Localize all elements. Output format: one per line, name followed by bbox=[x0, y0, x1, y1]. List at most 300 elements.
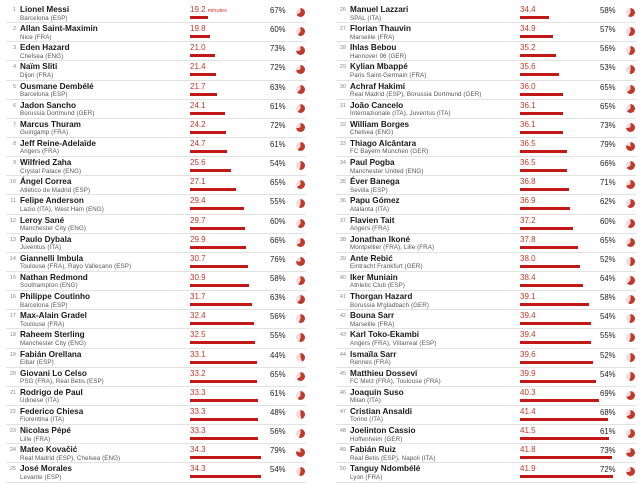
percentage-value: 71% bbox=[600, 178, 616, 188]
table-row bbox=[336, 138, 636, 157]
percentage-pie-icon bbox=[296, 448, 305, 457]
table-row bbox=[6, 215, 306, 234]
rank-number: 11 bbox=[10, 198, 16, 205]
player-club: Manchester United (ENG) bbox=[350, 167, 424, 175]
metric-value-text: 35.2 bbox=[520, 43, 536, 53]
player-club: Atlético de Madrid (ESP) bbox=[20, 186, 91, 194]
metric-value bbox=[190, 139, 206, 148]
metric-value-text: 33.1 bbox=[190, 349, 206, 359]
metric-bar bbox=[520, 16, 549, 19]
metric-value-text: 37.2 bbox=[520, 215, 536, 225]
metric-value-text: 24.2 bbox=[190, 119, 206, 129]
metric-value-text: 25.6 bbox=[190, 158, 206, 168]
player-club: Toulouse (FRA), Rayo Vallecano (ESP) bbox=[20, 263, 132, 271]
rank-number: 43 bbox=[339, 332, 346, 339]
percentage-value: 63% bbox=[270, 293, 286, 303]
metric-bar bbox=[190, 93, 217, 96]
rank-number: 32 bbox=[339, 121, 346, 128]
rank-number: 28 bbox=[339, 45, 346, 52]
percentage-value: 54% bbox=[600, 369, 616, 379]
table-row bbox=[6, 119, 306, 138]
percentage-value: 53% bbox=[600, 63, 616, 73]
metric-value-text: 30.9 bbox=[190, 272, 206, 282]
player-club: Angers (FRA) bbox=[20, 148, 60, 156]
metric-unit: minutes bbox=[207, 8, 227, 14]
percentage-value: 52% bbox=[600, 254, 616, 264]
percentage-pie-icon bbox=[296, 85, 305, 94]
table-row bbox=[6, 157, 306, 176]
metric-bar bbox=[190, 73, 216, 76]
metric-value-text: 21.4 bbox=[190, 62, 206, 72]
table-row bbox=[336, 4, 636, 23]
percentage-pie-icon bbox=[626, 295, 635, 304]
player-club: Barcelona (ESP) bbox=[20, 301, 68, 309]
player-name: Ángel Correa bbox=[20, 177, 72, 187]
metric-value bbox=[520, 407, 536, 416]
metric-bar bbox=[520, 380, 596, 383]
table-row bbox=[6, 81, 306, 100]
percentage-value: 67% bbox=[270, 6, 286, 15]
percentage-pie-icon bbox=[626, 65, 635, 74]
rank-number: 5 bbox=[12, 83, 16, 90]
metric-bar bbox=[190, 16, 208, 19]
percentage-pie-icon bbox=[296, 333, 305, 342]
player-club: Southampton (ENG) bbox=[20, 282, 78, 290]
rank-number: 50 bbox=[339, 466, 346, 473]
percentage-pie-icon bbox=[626, 372, 635, 381]
metric-value-text: 29.9 bbox=[190, 234, 206, 244]
table-row bbox=[336, 100, 636, 119]
metric-bar bbox=[520, 399, 599, 402]
player-name: Flavien Tait bbox=[350, 215, 395, 225]
player-name: Joaquín Suso bbox=[350, 387, 404, 397]
metric-value-text: 24.7 bbox=[190, 138, 206, 148]
metric-value-text: 34.9 bbox=[520, 24, 536, 34]
percentage-value: 55% bbox=[270, 331, 286, 341]
metric-value bbox=[190, 292, 206, 301]
table-row bbox=[6, 329, 306, 348]
metric-value bbox=[520, 196, 536, 205]
player-club: Borussia Dortmund (GER) bbox=[20, 110, 95, 118]
player-name: Jonathan Ikoné bbox=[350, 234, 411, 244]
ranking-column-left bbox=[6, 4, 306, 483]
percentage-pie-icon bbox=[626, 314, 635, 323]
player-club: Fiorentina (ITA) bbox=[20, 416, 65, 424]
percentage-pie-icon bbox=[626, 85, 635, 94]
player-club: Rennes (FRA) bbox=[350, 359, 391, 367]
metric-bar bbox=[520, 227, 573, 230]
metric-value-text: 32.5 bbox=[190, 330, 206, 340]
rank-number: 10 bbox=[9, 179, 16, 186]
rank-number: 12 bbox=[9, 217, 16, 224]
percentage-value: 58% bbox=[270, 273, 286, 283]
table-row bbox=[336, 291, 636, 310]
percentage-value: 54% bbox=[270, 159, 286, 169]
player-name: Jeff Reine-Adelaïde bbox=[20, 138, 96, 148]
player-name: Raheem Sterling bbox=[20, 330, 85, 340]
player-name: Kylian Mbappé bbox=[350, 62, 408, 72]
rank-number: 41 bbox=[339, 294, 346, 301]
rank-number: 35 bbox=[339, 179, 346, 186]
percentage-pie-icon bbox=[296, 46, 305, 55]
player-name: João Cancelo bbox=[350, 100, 404, 110]
metric-value bbox=[190, 330, 206, 339]
metric-bar bbox=[520, 475, 613, 478]
rank-number: 13 bbox=[9, 236, 16, 243]
metric-bar bbox=[520, 456, 612, 459]
percentage-value: 52% bbox=[600, 350, 616, 360]
ranking-column-right bbox=[336, 4, 636, 483]
metric-value bbox=[190, 101, 206, 110]
metric-value bbox=[520, 369, 536, 378]
percentage-value: 76% bbox=[270, 254, 286, 264]
metric-value-text: 21.0 bbox=[190, 43, 206, 53]
percentage-pie-icon bbox=[626, 27, 635, 36]
metric-value bbox=[190, 24, 206, 33]
metric-value bbox=[520, 5, 536, 14]
player-club: Chelsea (ENG) bbox=[20, 52, 64, 60]
metric-bar bbox=[190, 341, 255, 344]
percentage-value: 55% bbox=[600, 331, 616, 341]
percentage-value: 72% bbox=[270, 63, 286, 73]
rank-number: 22 bbox=[9, 408, 16, 415]
player-name: Giovani Lo Celso bbox=[20, 368, 87, 378]
metric-value-text: 24.1 bbox=[190, 100, 206, 110]
metric-value-text: 34.3 bbox=[190, 464, 206, 474]
player-club: Real Madrid (ESP), Borussia Dortmund (GER) bbox=[350, 91, 482, 99]
metric-bar bbox=[190, 227, 245, 230]
player-name: Thiago Alcântara bbox=[350, 138, 417, 148]
table-row bbox=[6, 234, 306, 253]
metric-value bbox=[520, 330, 536, 339]
rank-number: 7 bbox=[12, 121, 16, 128]
rank-number: 36 bbox=[339, 198, 346, 205]
metric-value bbox=[520, 43, 536, 52]
player-name: Papu Gómez bbox=[350, 196, 400, 206]
player-name: Naïm Sliti bbox=[20, 62, 58, 72]
table-row bbox=[6, 368, 306, 387]
table-row bbox=[6, 195, 306, 214]
player-name: Karl Toko-Ekambi bbox=[350, 330, 420, 340]
metric-bar bbox=[520, 73, 559, 76]
metric-bar bbox=[520, 188, 569, 191]
percentage-pie-icon bbox=[296, 65, 305, 74]
metric-bar bbox=[520, 169, 567, 172]
table-row bbox=[6, 42, 306, 61]
metric-bar bbox=[190, 361, 257, 364]
table-row bbox=[336, 234, 636, 253]
percentage-value: 72% bbox=[600, 465, 616, 475]
metric-bar bbox=[520, 131, 563, 134]
percentage-value: 65% bbox=[270, 178, 286, 188]
percentage-value: 73% bbox=[270, 44, 286, 54]
percentage-pie-icon bbox=[626, 353, 635, 362]
metric-bar bbox=[520, 265, 580, 268]
table-row bbox=[6, 291, 306, 310]
metric-bar bbox=[190, 131, 226, 134]
percentage-value: 58% bbox=[600, 293, 616, 303]
player-club: Montpellier (FRA), Lille (FRA) bbox=[350, 244, 435, 252]
table-row bbox=[336, 329, 636, 348]
player-name: Giannelli Imbula bbox=[20, 253, 84, 263]
table-row bbox=[6, 406, 306, 425]
table-row bbox=[6, 61, 306, 80]
player-name: Eden Hazard bbox=[20, 43, 70, 53]
metric-value bbox=[190, 407, 206, 416]
metric-bar bbox=[520, 54, 556, 57]
metric-value-text: 36.1 bbox=[520, 119, 536, 129]
player-name: Thorgan Hazard bbox=[350, 292, 413, 302]
percentage-value: 54% bbox=[600, 312, 616, 322]
player-name: Philippe Coutinho bbox=[20, 292, 91, 302]
table-row bbox=[6, 444, 306, 463]
player-name: Fabián Orellana bbox=[20, 349, 82, 359]
metric-value-text: 38.4 bbox=[520, 272, 536, 282]
percentage-pie-icon bbox=[626, 410, 635, 419]
percentage-pie-icon bbox=[296, 314, 305, 323]
rank-number: 47 bbox=[339, 408, 346, 415]
percentage-pie-icon bbox=[296, 429, 305, 438]
percentage-value: 61% bbox=[270, 101, 286, 111]
rank-number: 23 bbox=[9, 428, 16, 435]
metric-value-text: 35.6 bbox=[520, 62, 536, 72]
player-name: Ismaïla Sarr bbox=[350, 349, 397, 359]
player-name: Tanguy Ndombélé bbox=[350, 464, 421, 474]
metric-value bbox=[190, 273, 206, 282]
metric-value-text: 36.0 bbox=[520, 81, 536, 91]
percentage-pie-icon bbox=[626, 46, 635, 55]
player-name: Felipe Anderson bbox=[20, 196, 84, 206]
metric-value bbox=[520, 273, 536, 282]
metric-value bbox=[190, 464, 206, 473]
player-club: Lazio (ITA), West Ham (ENG) bbox=[20, 205, 104, 213]
player-club: Atalanta (ITA) bbox=[350, 205, 390, 213]
metric-value-text: 34.4 bbox=[520, 5, 536, 14]
rank-number: 24 bbox=[9, 447, 16, 454]
metric-value-text: 38.0 bbox=[520, 253, 536, 263]
rank-number: 6 bbox=[12, 102, 16, 109]
table-row bbox=[6, 253, 306, 272]
table-row bbox=[6, 100, 306, 119]
metric-bar bbox=[190, 456, 261, 459]
table-row bbox=[336, 81, 636, 100]
metric-value-text: 29.4 bbox=[190, 196, 206, 206]
percentage-value: 60% bbox=[270, 216, 286, 226]
player-club: Lyon (FRA) bbox=[350, 473, 383, 481]
metric-value-text: 39.4 bbox=[520, 311, 536, 321]
metric-value bbox=[520, 464, 536, 473]
table-row bbox=[336, 406, 636, 425]
percentage-pie-icon bbox=[296, 8, 305, 17]
percentage-pie-icon bbox=[296, 199, 305, 208]
player-club: Eintracht Frankfurt (GER) bbox=[350, 263, 423, 271]
metric-value-text: 36.1 bbox=[520, 100, 536, 110]
player-club: Angers (FRA) bbox=[350, 225, 390, 233]
rank-number: 15 bbox=[9, 274, 16, 281]
table-row bbox=[6, 138, 306, 157]
percentage-pie-icon bbox=[626, 429, 635, 438]
metric-value bbox=[190, 158, 206, 167]
player-name: Rodrigo de Paul bbox=[20, 387, 83, 397]
metric-bar bbox=[190, 246, 246, 249]
metric-value-text: 27.1 bbox=[190, 177, 206, 187]
metric-bar bbox=[520, 361, 593, 364]
table-row bbox=[6, 425, 306, 444]
percentage-pie-icon bbox=[296, 142, 305, 151]
table-row bbox=[6, 387, 306, 406]
rank-number: 37 bbox=[339, 217, 346, 224]
table-row bbox=[336, 176, 636, 195]
player-club: Angers (FRA), Villarreal (ESP) bbox=[350, 339, 437, 347]
percentage-value: 73% bbox=[600, 120, 616, 130]
percentage-pie-icon bbox=[296, 276, 305, 285]
metric-value-text: 39.4 bbox=[520, 330, 536, 340]
table-row bbox=[336, 253, 636, 272]
metric-bar bbox=[520, 303, 589, 306]
metric-bar bbox=[190, 265, 248, 268]
rank-number: 40 bbox=[339, 274, 346, 281]
metric-bar bbox=[520, 322, 591, 325]
player-club: FC Bayern München (GER) bbox=[350, 148, 429, 156]
player-name: Ante Rebić bbox=[350, 253, 393, 263]
rank-number: 16 bbox=[9, 294, 16, 301]
metric-bar bbox=[520, 341, 591, 344]
percentage-pie-icon bbox=[296, 295, 305, 304]
player-club: FC Metz (FRA), Toulouse (FRA) bbox=[350, 378, 441, 386]
metric-value bbox=[520, 82, 536, 91]
metric-value bbox=[190, 43, 206, 52]
metric-bar bbox=[190, 380, 257, 383]
metric-value bbox=[520, 139, 536, 148]
percentage-pie-icon bbox=[296, 257, 305, 266]
table-row bbox=[336, 42, 636, 61]
metric-bar bbox=[190, 475, 261, 478]
rank-number: 8 bbox=[12, 140, 16, 147]
rank-number: 34 bbox=[339, 160, 346, 167]
metric-value bbox=[190, 388, 206, 397]
metric-bar bbox=[190, 54, 215, 57]
percentage-value: 79% bbox=[270, 446, 286, 456]
percentage-pie-icon bbox=[626, 257, 635, 266]
metric-bar bbox=[520, 437, 609, 440]
rank-number: 1 bbox=[12, 7, 16, 13]
metric-value bbox=[520, 158, 536, 167]
metric-bar bbox=[190, 112, 225, 115]
player-club: Hannover 96 (GER) bbox=[350, 52, 407, 60]
metric-bar bbox=[190, 284, 249, 287]
metric-value-text: 41.4 bbox=[520, 406, 536, 416]
metric-bar bbox=[520, 35, 553, 38]
metric-value-text: 19.8 bbox=[190, 24, 206, 34]
metric-bar bbox=[190, 303, 252, 306]
metric-value-text: 21.7 bbox=[190, 81, 206, 91]
percentage-pie-icon bbox=[296, 27, 305, 36]
rank-number: 17 bbox=[9, 313, 16, 320]
player-club: Chelsea (ENG) bbox=[350, 129, 394, 137]
percentage-pie-icon bbox=[626, 276, 635, 285]
percentage-value: 65% bbox=[600, 82, 616, 92]
player-name: Bouna Sarr bbox=[350, 311, 395, 321]
player-name: William Borges bbox=[350, 119, 410, 129]
percentage-pie-icon bbox=[296, 161, 305, 170]
player-name: Marcus Thuram bbox=[20, 119, 81, 129]
table-row bbox=[6, 272, 306, 291]
metric-value-text: 30.7 bbox=[190, 253, 206, 263]
player-club: Juventus (ITA) bbox=[20, 244, 62, 252]
player-club: Lille (FRA) bbox=[20, 435, 51, 443]
rank-number: 38 bbox=[339, 236, 346, 243]
player-name: Iker Muniain bbox=[350, 272, 398, 282]
metric-bar bbox=[190, 322, 254, 325]
player-club: Udinese (ITA) bbox=[20, 397, 60, 405]
percentage-value: 60% bbox=[270, 25, 286, 35]
metric-value bbox=[520, 216, 536, 225]
rank-number: 27 bbox=[339, 26, 346, 33]
percentage-value: 55% bbox=[270, 197, 286, 207]
percentage-value: 79% bbox=[600, 139, 616, 149]
percentage-pie-icon bbox=[296, 219, 305, 228]
percentage-pie-icon bbox=[626, 161, 635, 170]
player-name: Leroy Sané bbox=[20, 215, 65, 225]
rank-number: 42 bbox=[339, 313, 346, 320]
metric-value-text: 36.8 bbox=[520, 177, 536, 187]
table-row bbox=[336, 119, 636, 138]
player-club: Manchester City (ENG) bbox=[20, 339, 87, 347]
rank-number: 49 bbox=[339, 447, 346, 454]
metric-value bbox=[520, 292, 536, 301]
player-name: Florian Thauvin bbox=[350, 24, 411, 34]
player-club: Paris Saint-Germain (FRA) bbox=[350, 71, 427, 79]
rank-number: 19 bbox=[9, 351, 16, 358]
percentage-value: 63% bbox=[270, 82, 286, 92]
percentage-value: 56% bbox=[270, 312, 286, 322]
metric-value bbox=[190, 311, 206, 320]
table-row bbox=[336, 272, 636, 291]
percentage-value: 73% bbox=[600, 446, 616, 456]
percentage-pie-icon bbox=[626, 8, 635, 17]
table-row bbox=[336, 195, 636, 214]
table-row bbox=[6, 310, 306, 329]
percentage-value: 69% bbox=[600, 388, 616, 398]
percentage-pie-icon bbox=[626, 142, 635, 151]
player-club: PSG (FRA), Real Betis (ESP) bbox=[20, 378, 104, 386]
metric-value-text: 33.3 bbox=[190, 406, 206, 416]
table-row bbox=[6, 23, 306, 42]
percentage-value: 57% bbox=[600, 25, 616, 35]
metric-value-text: 34.3 bbox=[190, 445, 206, 455]
percentage-pie-icon bbox=[296, 467, 305, 476]
metric-value bbox=[520, 62, 536, 71]
metric-value bbox=[190, 369, 206, 378]
player-name: Ousmane Dembélé bbox=[20, 81, 94, 91]
metric-value-text: 32.4 bbox=[190, 311, 206, 321]
percentage-value: 65% bbox=[270, 369, 286, 379]
player-club: Real Madrid (ESP), Chelsea (ENG) bbox=[20, 454, 121, 462]
rank-number: 26 bbox=[339, 7, 346, 13]
player-club: Barcelona (ESP) bbox=[20, 14, 68, 22]
rank-number: 3 bbox=[12, 45, 16, 52]
percentage-pie-icon bbox=[296, 372, 305, 381]
rank-number: 25 bbox=[9, 466, 16, 473]
player-club: SPAL (ITA) bbox=[350, 14, 382, 22]
percentage-pie-icon bbox=[626, 199, 635, 208]
player-club: Levante (ESP) bbox=[20, 473, 62, 481]
metric-value-text: 40.3 bbox=[520, 387, 536, 397]
metric-value bbox=[520, 311, 536, 320]
metric-bar bbox=[190, 35, 210, 38]
metric-value bbox=[190, 254, 206, 263]
metric-value-text: 33.3 bbox=[190, 387, 206, 397]
